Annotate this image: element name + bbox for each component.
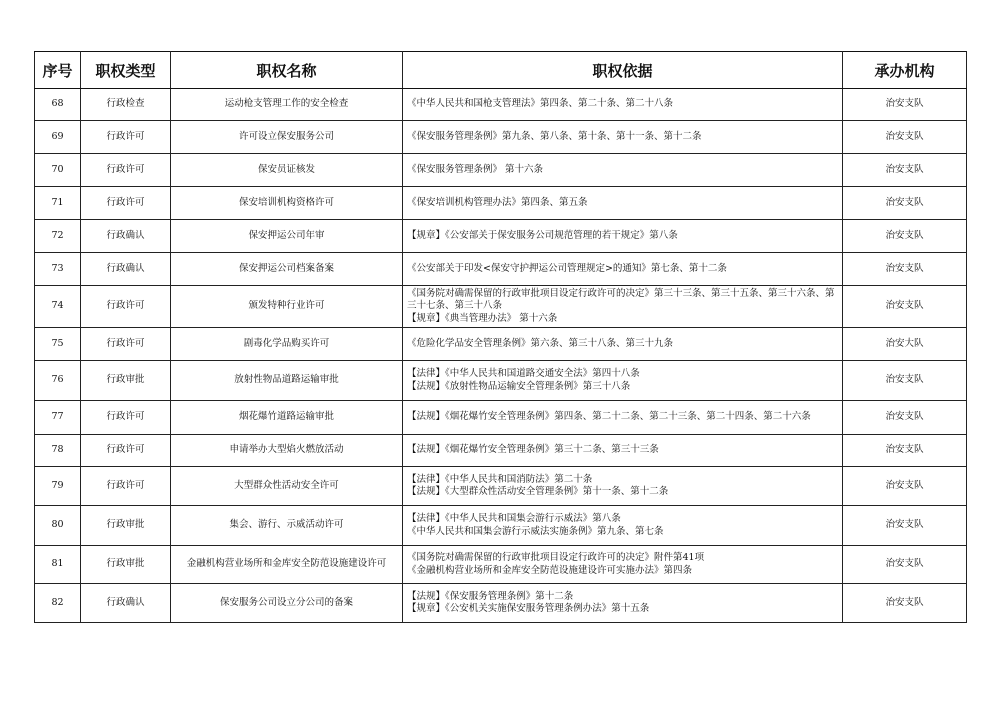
row-org: 治安大队 xyxy=(843,328,967,361)
header-row xyxy=(35,52,967,89)
authority-table xyxy=(34,51,967,623)
row-basis: 【法规】《保安服务管理条例》第十二条 【规章】《公安机关实施保安服务管理条例办法》第十五条 xyxy=(403,584,843,623)
row-basis: 【规章】《公安部关于保安服务公司规范管理的若干规定》第八条 xyxy=(403,220,843,253)
row-name: 许可设立保安服务公司 xyxy=(171,121,403,154)
row-type: 行政许可 xyxy=(81,435,171,467)
row-basis: 《中华人民共和国枪支管理法》第四条、第二十条、第二十八条 xyxy=(403,89,843,121)
table-row xyxy=(35,121,967,154)
row-type: 行政许可 xyxy=(81,154,171,187)
row-name: 金融机构营业场所和金库安全防范设施建设许可 xyxy=(171,546,403,584)
row-name: 保安服务公司设立分公司的备案 xyxy=(171,584,403,623)
row-basis: 《危险化学品安全管理条例》第六条、第三十八条、第三十九条 xyxy=(403,328,843,361)
row-type: 行政许可 xyxy=(81,328,171,361)
row-org: 治安支队 xyxy=(843,220,967,253)
row-org: 治安支队 xyxy=(843,187,967,220)
table-row xyxy=(35,546,967,584)
table-row xyxy=(35,89,967,121)
row-no: 77 xyxy=(35,401,81,435)
row-no: 74 xyxy=(35,286,81,328)
row-org: 治安支队 xyxy=(843,154,967,187)
row-no: 82 xyxy=(35,584,81,623)
row-no: 75 xyxy=(35,328,81,361)
row-org: 治安支队 xyxy=(843,467,967,506)
row-name: 保安押运公司档案备案 xyxy=(171,253,403,286)
row-type: 行政确认 xyxy=(81,584,171,623)
row-type: 行政许可 xyxy=(81,401,171,435)
row-name: 保安培训机构资格许可 xyxy=(171,187,403,220)
row-name: 运动枪支管理工作的安全检查 xyxy=(171,89,403,121)
header-org: 承办机构 xyxy=(843,52,967,89)
row-name: 剧毒化学品购买许可 xyxy=(171,328,403,361)
row-org: 治安支队 xyxy=(843,121,967,154)
row-name: 申请举办大型焰火燃放活动 xyxy=(171,435,403,467)
row-no: 79 xyxy=(35,467,81,506)
row-basis: 【法规】《烟花爆竹安全管理条例》第四条、第二十二条、第二十三条、第二十四条、第二十六条 xyxy=(403,401,843,435)
table-row xyxy=(35,506,967,546)
table-row xyxy=(35,584,967,623)
row-type: 行政许可 xyxy=(81,286,171,328)
table-row xyxy=(35,435,967,467)
row-type: 行政许可 xyxy=(81,121,171,154)
row-name: 保安员证核发 xyxy=(171,154,403,187)
row-type: 行政确认 xyxy=(81,220,171,253)
row-no: 69 xyxy=(35,121,81,154)
row-org: 治安支队 xyxy=(843,546,967,584)
row-no: 68 xyxy=(35,89,81,121)
row-no: 78 xyxy=(35,435,81,467)
table-row xyxy=(35,361,967,401)
row-basis: 【法律】《中华人民共和国消防法》第二十条 【法规】《大型群众性活动安全管理条例》第十一条、第十二条 xyxy=(403,467,843,506)
row-basis: 《公安部关于印发<保安守护押运公司管理规定>的通知》第七条、第十二条 xyxy=(403,253,843,286)
row-org: 治安支队 xyxy=(843,253,967,286)
row-basis: 《国务院对确需保留的行政审批项目设定行政许可的决定》第三十三条、第三十五条、第三十六条、第三十七条、第三十八条 【规章】《典当管理办法》 第十六条 xyxy=(403,286,843,328)
row-basis: 【法律】《中华人民共和国集会游行示威法》第八条 《中华人民共和国集会游行示威法实施条例》第九条、第七条 xyxy=(403,506,843,546)
table-row xyxy=(35,328,967,361)
row-name: 放射性物品道路运输审批 xyxy=(171,361,403,401)
row-no: 81 xyxy=(35,546,81,584)
row-type: 行政许可 xyxy=(81,187,171,220)
table-row xyxy=(35,401,967,435)
row-no: 70 xyxy=(35,154,81,187)
row-org: 治安支队 xyxy=(843,506,967,546)
row-org: 治安支队 xyxy=(843,435,967,467)
table-row xyxy=(35,154,967,187)
table-row xyxy=(35,220,967,253)
row-name: 保安押运公司年审 xyxy=(171,220,403,253)
row-no: 72 xyxy=(35,220,81,253)
row-org: 治安支队 xyxy=(843,286,967,328)
row-type: 行政审批 xyxy=(81,361,171,401)
row-no: 71 xyxy=(35,187,81,220)
header-no: 序号 xyxy=(35,52,81,89)
row-no: 80 xyxy=(35,506,81,546)
row-name: 烟花爆竹道路运输审批 xyxy=(171,401,403,435)
row-org: 治安支队 xyxy=(843,401,967,435)
row-name: 颁发特种行业许可 xyxy=(171,286,403,328)
table-row xyxy=(35,467,967,506)
row-no: 76 xyxy=(35,361,81,401)
row-basis: 【法规】《烟花爆竹安全管理条例》第三十二条、第三十三条 xyxy=(403,435,843,467)
row-basis: 【法律】《中华人民共和国道路交通安全法》第四十八条 【法规】《放射性物品运输安全管理条例》第三十八条 xyxy=(403,361,843,401)
header-name: 职权名称 xyxy=(171,52,403,89)
table-row xyxy=(35,286,967,328)
row-type: 行政确认 xyxy=(81,253,171,286)
row-org: 治安支队 xyxy=(843,89,967,121)
row-org: 治安支队 xyxy=(843,584,967,623)
row-type: 行政审批 xyxy=(81,546,171,584)
row-basis: 《国务院对确需保留的行政审批项目设定行政许可的决定》附件第41项 《金融机构营业场所和金库安全防范设施建设许可实施办法》第四条 xyxy=(403,546,843,584)
row-basis: 《保安培训机构管理办法》第四条、第五条 xyxy=(403,187,843,220)
row-type: 行政许可 xyxy=(81,467,171,506)
table-row xyxy=(35,253,967,286)
table-row xyxy=(35,187,967,220)
row-no: 73 xyxy=(35,253,81,286)
header-basis: 职权依据 xyxy=(403,52,843,89)
row-name: 大型群众性活动安全许可 xyxy=(171,467,403,506)
row-basis: 《保安服务管理条例》 第十六条 xyxy=(403,154,843,187)
header-type: 职权类型 xyxy=(81,52,171,89)
row-name: 集会、游行、示威活动许可 xyxy=(171,506,403,546)
row-basis: 《保安服务管理条例》第九条、第八条、第十条、第十一条、第十二条 xyxy=(403,121,843,154)
row-org: 治安支队 xyxy=(843,361,967,401)
row-type: 行政审批 xyxy=(81,506,171,546)
row-type: 行政检查 xyxy=(81,89,171,121)
